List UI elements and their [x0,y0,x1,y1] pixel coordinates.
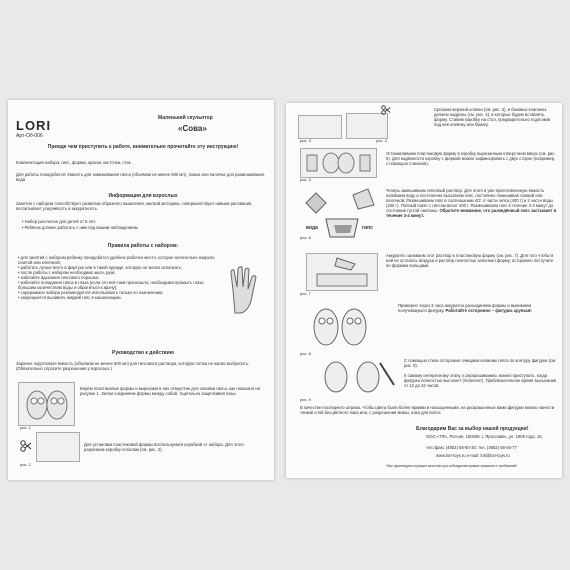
rules-title: Правила работы с набором: [107,243,179,249]
step-5-text [386,188,558,218]
step-9-text: К самому интересному этапу, к раскрашиванию, можно приступать, когда фигурка полностью высохнет (побелеет). Приблизительное время высыхания от 12 до 24 часов. [404,373,557,388]
warning-text: Прежде чем приступить к работе, внимательно прочитайте эту инструкцию! [47,144,239,150]
scissors-icon [20,440,32,452]
adults-title: Информация для взрослых [108,193,178,199]
figure-3-box [298,115,342,139]
thanks-text: Благодарим Вас за выбор нашей продукции! [416,426,529,432]
figure-7-caption: рис. 7 [300,291,311,296]
figure-9-cleaning [308,359,398,395]
rules-list [18,255,218,300]
hand-raised-icon [223,265,263,315]
brand-logo: LORI [16,118,52,133]
figure-8-owls [300,303,380,351]
step-1-text: Берём пластиковые формы и вырезаем в них отверстие для заливки гипса, как показано на рисунке 1. Затем соединяем формы между собой, тщательно защёлкивая пазы. [80,386,260,396]
scissors-icon [381,105,391,115]
step-8-text: С помощью стека осторожно очищаем излишки гипса по контуру фигурки (см. рис. 9). [404,358,557,368]
step-7-main: Примерно через 3 часа аккуратно разъединяем формы и вынимаем получившуюся фигурку. [398,303,532,313]
company-phone: тел./факс (4852) 58-50-30, тел. (4852) 58-55-77 [426,445,517,450]
step-2-text: Для установки пластиковой формы воспользуемся коробкой от набора. Для этого разрезаем коробку пополам (см. рис. 2). [84,442,244,452]
subtitle: Маленький скульптор [158,115,213,121]
kit-contents: Комплектация набора: гипс, формы, краски, кисточка, стек. [16,160,132,165]
figure-1-molds [18,382,75,426]
figure-6-caption: рис. 6 [300,235,311,240]
company-site: www.lori-toys.ru e-mail: lori@lori-toys.ru [436,453,510,458]
right-page [286,103,562,478]
figure-5-caption: рис. 5 [300,177,311,182]
company-address: ООО «ТФ», Россия, 150038, г. Ярославль, ул. 1905 года, 15, [426,434,543,439]
figure-7-pouring [306,253,378,291]
step-5-main: Теперь замешиваем гипсовый раствор. Для этого в уже приготовленную ёмкость наливаем воду и постепенно высыпаем гипс, постоянно помешивая ложкой или палочкой. Размешиваем гипс в соотношении 4/2: 4 части гипса (400 г) и 2 части воды (200 г). Полный пакет с гипсом весит 400 г. Размешиваем гипс в течение 2-3 минут до состояния густой сметаны. [386,188,554,213]
figure-4-box [346,113,388,139]
guide-intro: Заранее подготовьте ёмкость (объёмом не менее 500 мл) для гипсового раствора, которую потом не жалко выбросить. (Обязательно спросите разрешения у взрослых.) [16,361,250,371]
step-5-note: Обратите внимание, что разведённый гипс застывает в течение 3-4 минут. [386,208,557,218]
rule-item: • работать лучше всего в фартуке или в такой одежде, которую не жалко испачкать; [18,265,182,270]
article-number: Арт-Об-006 [16,133,43,139]
figure-1-caption: рис. 1 [20,425,31,430]
figure-5-mold-in-box [300,148,377,178]
product-name: «Сова» [178,124,207,133]
figure-2-caption: рис. 2 [20,462,31,467]
left-page [8,100,274,480]
step-6-text: Аккуратно заливаем этот раствор в пластиковую форму (см. рис. 7). Для того чтобы в ней не осталось воздуха и раствор полностью заполнил форму, осторожно постучите по формам пальцами. [386,253,554,268]
rule-item: • для занятий с набором ребёнку понадобится удобное рабочее место, которое желательно накрыть газетой или клеёнкой; [18,255,215,265]
water-label: вода [306,225,318,231]
rule-item: • содержимое набора рекомендуется использовать только по назначению; [18,290,164,295]
figure-8-caption: рис. 8 [300,351,311,356]
footnote: *Мы гарантируем хорошее качество при соблюдении правил хранения и требований. [386,464,518,468]
step-7-warning: Работайте осторожно – фигурка хрупкая! [445,308,532,313]
guide-title: Руководство к действию [112,350,174,356]
figure-2-box [36,432,80,462]
rule-item: • избегайте вдыхания гипсового порошка; [18,275,100,280]
step-10-text: В качестве последнего штриха, чтобы цвета были более яркими и насыщенными, на раскрашенные вами фигурки можно нанести тонкий слой бесцветного лака или, с разрешения мамы, лака для волос. [300,405,555,415]
step-7-text [398,303,558,313]
rule-item: • избегайте попадания гипса в глаза (если это всё-таки произошло, необходимо промыть глаза большим количеством воды и обратиться к врачу); [18,280,204,290]
rule-item: • запрещается выливать жидкий гипс в канализацию. [18,295,122,300]
figure-9-caption: рис. 9 [300,397,311,402]
gypsum-label: гипс [362,225,373,231]
step-4-text: Устанавливаем пластиковую форму в коробку вырезанным отверстием вверх (см. рис. 5). Для надёжности коробку с формой можно зафиксировать с двух сторон (например, с помощью стаканов). [386,151,556,166]
adults-bullet-1: • Набор рассчитан для детей от 5 лет. [22,219,96,224]
figure-6-mixing [298,185,383,240]
adults-bullet-2: • Ребёнок должен работать с ним под вашим наблюдением. [22,225,139,230]
figure-4-caption: рис. 4 [376,138,387,143]
step-3-text: Срезаем верхний клапан (см. рис. 3), в боковых клапанах делаем надрезы (см. рис. 4), в которые будем вставлять форму. Ставим коробку на стол, предварительно подложив под неё клеёнку или бумагу. [434,107,551,127]
figure-3-caption: рис. 3 [300,138,311,143]
rule-item: • после работы с набором необходимо мыть руки; [18,270,116,275]
adults-text: Занятия с набором способствуют развитию образного мышления, мелкой моторики, совершенствуют навыки рисования, воспитывают усидчивость и аккуратность. [16,201,253,211]
needed-items: Для работы понадобится: ёмкость для замешивания гипса (объёмом не менее 500 мл), ложка или палочка для размешивания, вода [16,172,266,182]
